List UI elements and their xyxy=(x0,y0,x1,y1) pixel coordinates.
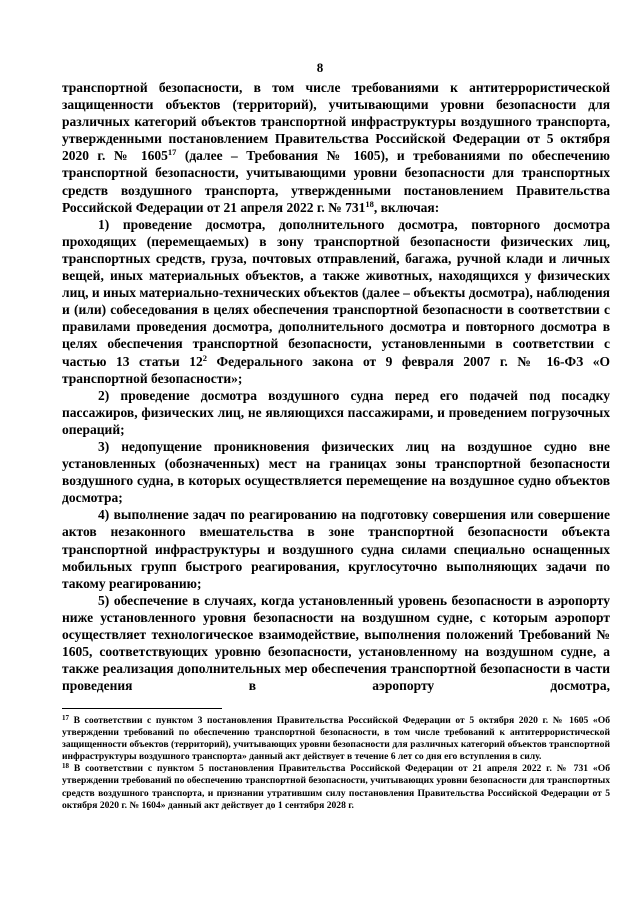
list-item-4 xyxy=(62,506,610,591)
footnote-18 xyxy=(62,763,610,811)
footnote-marker: 18 xyxy=(62,762,69,771)
superscript-article-part: 2 xyxy=(202,352,207,363)
footnote-text: В соответствии с пунктом 3 постановления Правительства Российской Федерации от 5 октября 2020 г. № 1605 «Об утверждении требований по обеспечению транспортной безопасности, в том числе требований к антитеррористической защищенности объектов (территорий), учитывающих уровни безопасности для различных категорий объектов транспортной инфраструктуры воздушного транспорта» данный акт действует в течение 6 лет со дня его вступления в силу. xyxy=(62,715,610,763)
footnote-marker: 17 xyxy=(62,714,69,722)
footnote-17 xyxy=(62,715,610,763)
list-item-5 xyxy=(62,592,610,695)
list-item-1 xyxy=(62,216,610,387)
footnote-ref-17[interactable]: 17 xyxy=(167,147,177,158)
list-item-2 xyxy=(62,387,610,438)
body-text xyxy=(62,79,610,694)
paragraph-text: (далее – Требования № 1605), и требованиями по обеспечению транспортной безопасности, учитывающими уровни безопасности для транспортных средств воздушного транспорта, утвержденными постановлением Правительства Российской Федерации от 21 апреля 2022 г. № 731 xyxy=(62,148,610,215)
paragraph-text: 1) проведение досмотра, дополнительного досмотра, повторного досмотра проходящих (перемещаемых) в зону транспортной безопасности физических лиц, транспортных средств, груза, почтовых отправлений, багажа, ручной клади и личных вещей, иных материальных объектов, а также животных, находящихся у физических лиц, и иных материально-технических объектов (далее – объекты досмотра), наблюдения и (или) собеседования в целях обеспечения транспортной безопасности в соответствии с правилами проведения досмотра, дополнительного досмотра и повторного досмотра в целях обеспечения транспортной безопасности, установленными в соответствии с частью 13 статьи 12 xyxy=(62,216,610,369)
list-item-3 xyxy=(62,438,610,506)
paragraph-intro-continuation xyxy=(62,79,610,216)
footnotes xyxy=(62,715,610,812)
footnote-ref-18[interactable]: 18 xyxy=(365,198,374,209)
page-number: 8 xyxy=(316,60,324,75)
paragraph-text: 5) обеспечение в случаях, когда установленный уровень безопасности в аэропорту ниже установленного уровня безопасности на воздушном судне, с которым аэропорт осуществляет технологическое взаимодействие, выполнения положений Требований № 1605, соответствующих уровню безопасности, установленному на воздушном судне, а также реализация дополнительных мер обеспечения транспортной безопасности в части проведения в аэропорту досмотра, xyxy=(62,592,610,694)
footnote-separator xyxy=(62,708,222,709)
paragraph-text: , включая: xyxy=(373,199,440,215)
paragraph-text: 2) проведение досмотра воздушного судна перед его подачей под посадку пассажиров, физических лиц, не являющихся пассажирами, и проведением погрузочных операций; xyxy=(62,387,610,437)
paragraph-text: 4) выполнение задач по реагированию на подготовку совершения или совершение актов незаконного вмешательства в зоне транспортной безопасности объекта транспортной инфраструктуры и воздушного судна силами специально оснащенных мобильных групп быстрого реагирования, круглосуточно выполняющих задачи по такому реагированию; xyxy=(62,507,610,591)
paragraph-text: транспортной безопасности, в том числе требованиями к антитеррористической защищенности объектов (территорий), учитывающими уровни безопасности для различных категорий объектов транспортной инфраструктуры воздушного транспорта, утвержденными постановлением Правительства Российской Федерации от 5 октября 2020 г. № 1605 xyxy=(62,80,610,164)
footnote-text: В соответствии с пунктом 5 постановления Правительства Российской Федерации от 21 апреля 2022 г. № 731 «Об утверждении требований по обеспечению транспортной безопасности, учитывающих уровни безопасности для транспортных средств воздушного транспорта, и признании утратившим силу постановления Правительства Российской Федерации от 5 октября 2020 г. № 1604» данный акт действует до 1 сентября 2028 г. xyxy=(62,763,610,811)
paragraph-text: Федерального закона от 9 февраля 2007 г. № 16-ФЗ «О транспортной безопасности»; xyxy=(62,353,610,386)
paragraph-text: 3) недопущение проникновения физических лиц на воздушное судно вне установленных (обозначенных) мест на границах зоны транспортной безопасности воздушного судна, в которых осуществляется перемещение на воздушное судно объектов досмотра; xyxy=(62,438,610,506)
